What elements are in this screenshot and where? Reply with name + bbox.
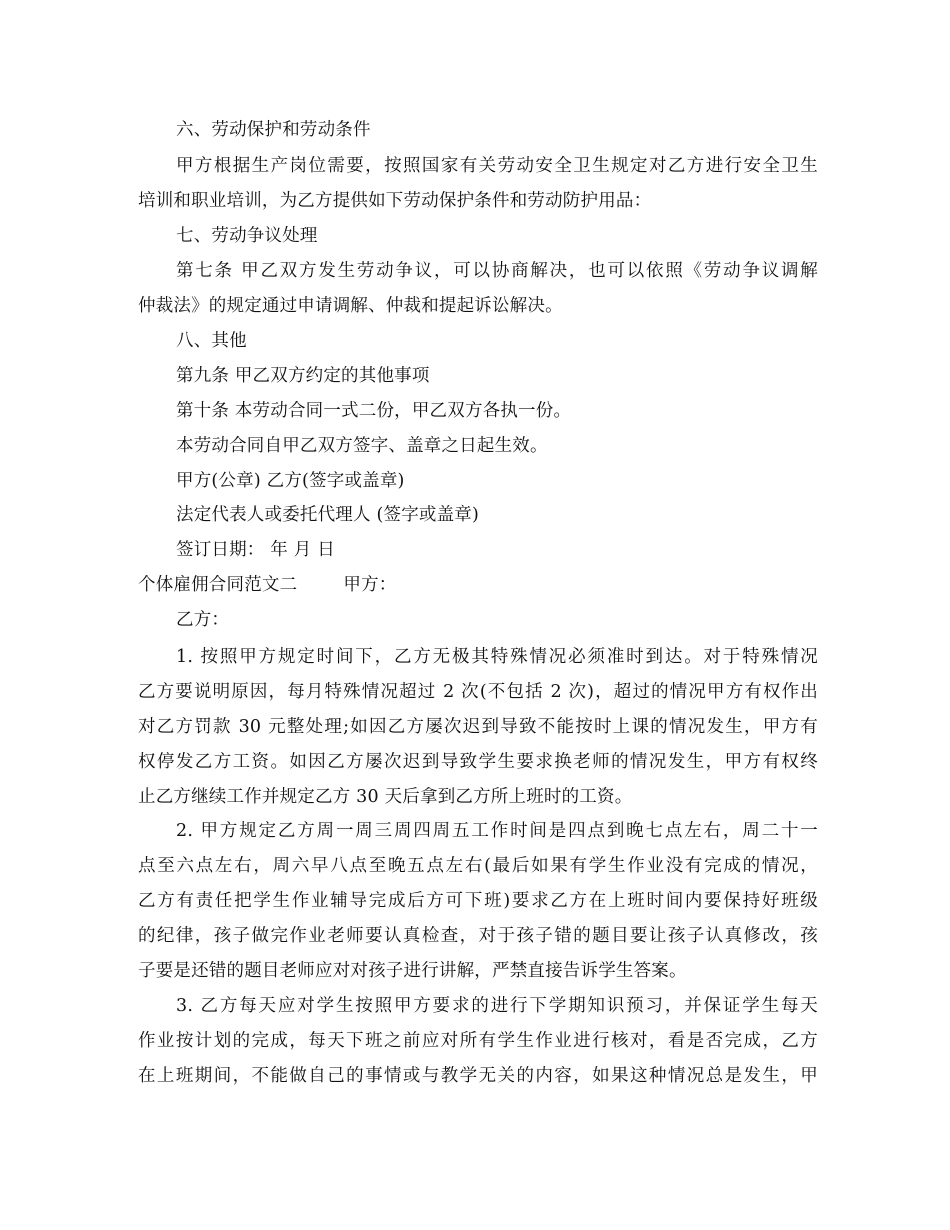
paragraph-line: 作业按计划的完成，每天下班之前应对所有学生作业进行核对，看是否完成，乙方: [138, 1031, 818, 1051]
paragraph-line: 的纪律，孩子做完作业老师要认真检查，对于孩子错的题目要让孩子认真修改，孩: [138, 926, 818, 946]
section-heading-labor-protection: 六、劳动保护和劳动条件: [176, 120, 371, 140]
clause-line: 第十条 本劳动合同一式二份，甲乙双方各执一份。: [176, 401, 572, 421]
section-heading-labor-dispute: 七、劳动争议处理: [176, 226, 318, 246]
paragraph-line: 仲裁法》的规定通过申请调解、仲裁和提起诉讼解决。: [138, 296, 563, 316]
section-heading-other: 八、其他: [176, 331, 247, 351]
paragraph-line: 甲方根据生产岗位需要，按照国家有关劳动安全卫生规定对乙方进行安全卫生: [176, 156, 818, 176]
sign-date-line: 签订日期： 年 月 日: [176, 540, 335, 560]
paragraph-line: 培训和职业培训，为乙方提供如下劳动保护条件和劳动防护用品：: [138, 191, 652, 211]
clause-line: 第九条 甲乙双方约定的其他事项: [176, 366, 430, 386]
paragraph-line: 乙方要说明原因，每月特殊情况超过 2 次(不包括 2 次)，超过的情况甲方有权作出: [138, 682, 818, 702]
paragraph-line: 乙方有责任把学生作业辅导完成后方可下班)要求乙方在上班时间内要保持好班级: [138, 891, 818, 911]
paragraph-line: 子要是还错的题目老师应对对孩子进行讲解，严禁直接告诉学生答案。: [138, 961, 687, 981]
paragraph-line: 权停发乙方工资。如因乙方屡次迟到导致学生要求换老师的情况发生，甲方有权终: [138, 752, 818, 772]
paragraph-line: 1. 按照甲方规定时间下，乙方无极其特殊情况必须准时到达。对于特殊情况: [176, 647, 818, 667]
party-b-line: 乙方：: [176, 610, 230, 630]
signature-line: 甲方(公章) 乙方(签字或盖章): [176, 471, 405, 491]
paragraph-line: 对乙方罚款 30 元整处理;如因乙方屡次迟到导致不能按时上课的情况发生，甲方有: [138, 717, 818, 737]
paragraph-line: 点至六点左右，周六早八点至晚五点左右(最后如果有学生作业没有完成的情况，: [138, 856, 818, 876]
paragraph-line: 3. 乙方每天应对学生按照甲方要求的进行下学期知识预习，并保证学生每天: [176, 996, 818, 1016]
clause-line: 本劳动合同自甲乙双方签字、盖章之日起生效。: [176, 436, 548, 456]
paragraph-line: 止乙方继续工作并规定乙方 30 天后拿到乙方所上班时的工资。: [138, 787, 633, 807]
document-subtitle: 个体雇佣合同范文二 甲方：: [138, 575, 397, 595]
signature-line: 法定代表人或委托代理人 (签字或盖章): [176, 505, 480, 525]
paragraph-line: 第七条 甲乙双方发生劳动争议，可以协商解决，也可以依照《劳动争议调解: [176, 261, 818, 281]
paragraph-line: 在上班期间，不能做自己的事情或与教学无关的内容，如果这种情况总是发生，甲: [138, 1066, 818, 1086]
paragraph-line: 2. 甲方规定乙方周一周三周四周五工作时间是四点到晚七点左右，周二十一: [176, 821, 818, 841]
